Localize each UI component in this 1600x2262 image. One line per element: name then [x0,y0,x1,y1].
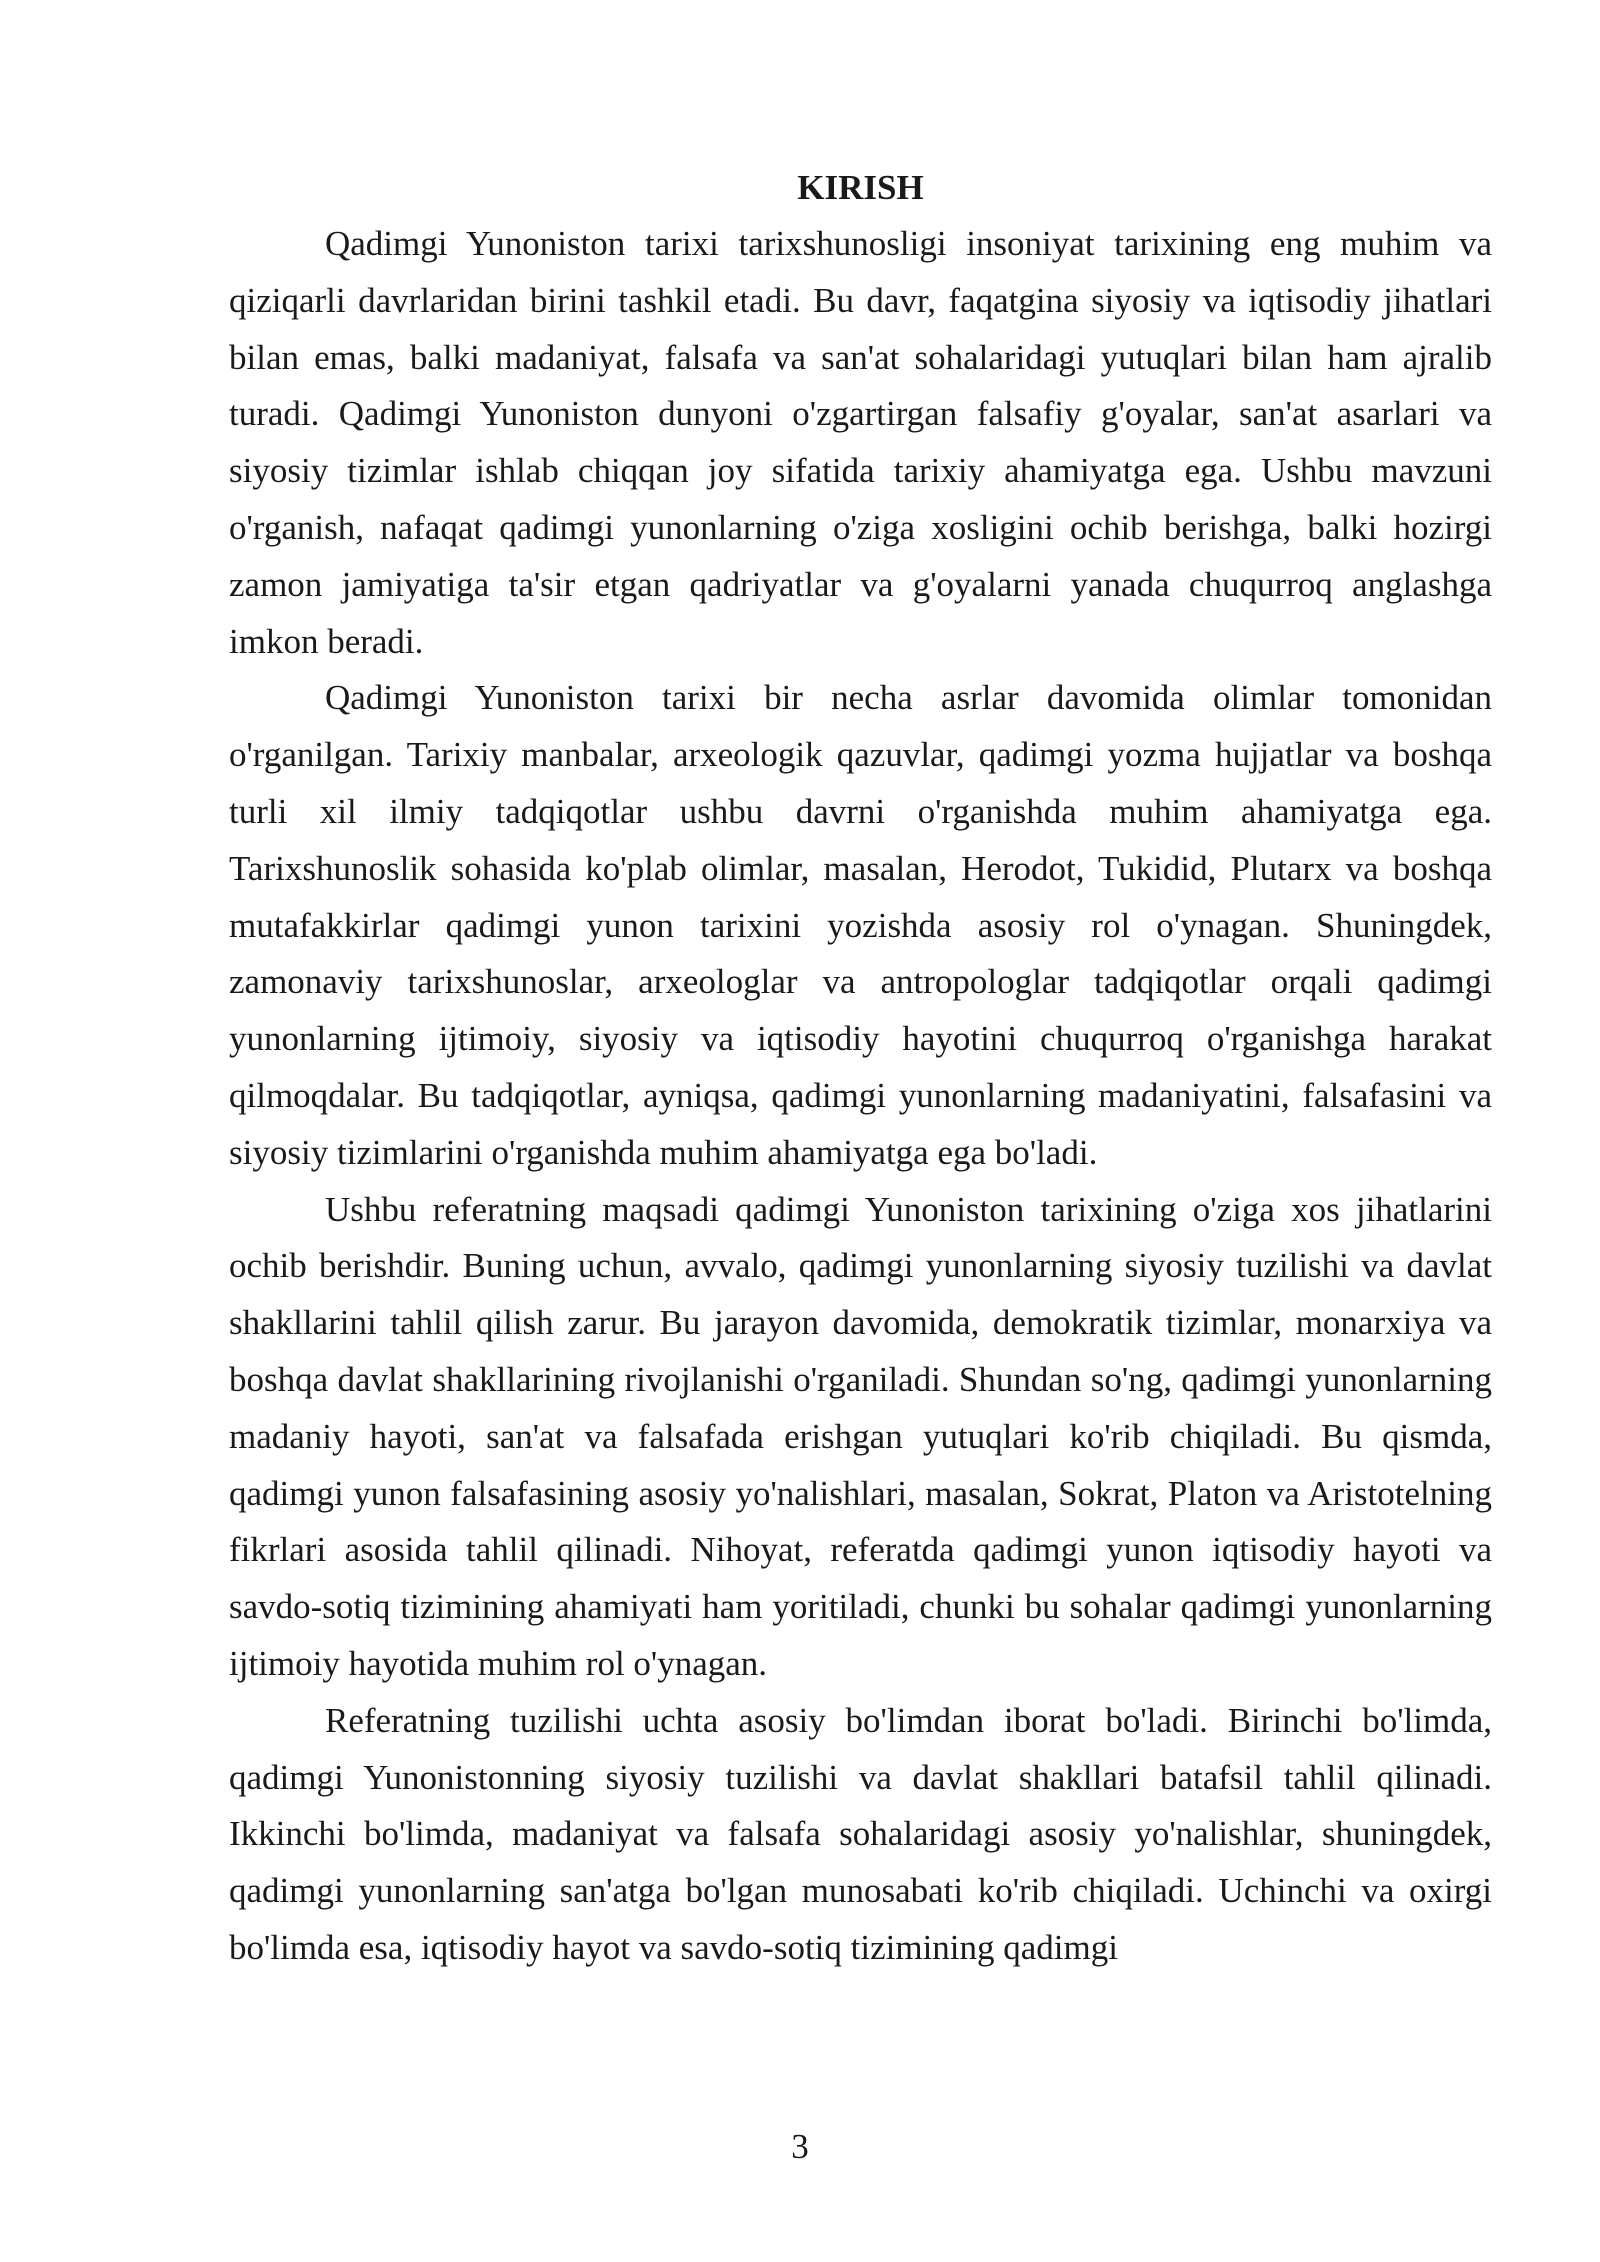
paragraph-1: Qadimgi Yunoniston tarixi tarixshunosligi insoniyat tarixining eng muhim va qiziqarli davrlaridan birini tashkil etadi. Bu davr, faqatgina siyosiy va iqtisodiy jihatlari bilan emas, balki madaniyat, falsafa va san'at sohalaridagi yutuqlari bilan ham ajralib turadi. Qadimgi Yunoniston dunyoni o'zgartirgan falsafiy g'oyalar, san'at asarlari va siyosiy tizimlar ishlab chiqqan joy sifatida tarixiy ahamiyatga ega. Ushbu mavzuni o'rganish, nafaqat qadimgi yunonlarning o'ziga xosligini ochib berishga, balki hozirgi zamon jamiyatiga ta'sir etgan qadriyatlar va g'oyalarni yanada chuqurroq anglashga imkon beradi. [229,224,1492,661]
page-number: 3 [791,2127,809,2166]
page-content [229,160,1492,1977]
page-title: KIRISH [797,168,924,207]
paragraph-2: Qadimgi Yunoniston tarixi bir necha asrlar davomida olimlar tomonidan o'rganilgan. Tarixiy manbalar, arxeologik qazuvlar, qadimgi yozma hujjatlar va boshqa turli xil ilmiy tadqiqotlar ushbu davrni o'rganishda muhim ahamiyatga ega. Tarixshunoslik sohasida ko'plab olimlar, masalan, Herodot, Tukidid, Plutarx va boshqa mutafakkirlar qadimgi yunon tarixini yozishda asosiy rol o'ynagan. Shuningdek, zamonaviy tarixshunoslar, arxeologlar va antropologlar tadqiqotlar orqali qadimgi yunonlarning ijtimoiy, siyosiy va iqtisodiy hayotini chuqurroq o'rganishga harakat qilmoqdalar. Bu tadqiqotlar, ayniqsa, qadimgi yunonlarning madaniyatini, falsafasini va siyosiy tizimlarini o'rganishda muhim ahamiyatga ega bo'ladi. [229,678,1492,1172]
paragraph-3: Ushbu referatning maqsadi qadimgi Yunoniston tarixining o'ziga xos jihatlarini ochib berishdir. Buning uchun, avvalo, qadimgi yunonlarning siyosiy tuzilishi va davlat shakllarini tahlil qilish zarur. Bu jarayon davomida, demokratik tizimlar, monarxiya va boshqa davlat shakllarining rivojlanishi o'rganiladi. Shundan so'ng, qadimgi yunonlarning madaniy hayoti, san'at va falsafada erishgan yutuqlari ko'rib chiqiladi. Bu qismda, qadimgi yunon falsafasining asosiy yo'nalishlari, masalan, Sokrat, Platon va Aristotelning fikrlari asosida tahlil qilinadi. Nihoyat, referatda qadimgi yunon iqtisodiy hayoti va savdo-sotiq tizimining ahamiyati ham yoritiladi, chunki bu sohalar qadimgi yunonlarning ijtimoiy hayotida muhim rol o'ynagan. [229,1189,1492,1683]
paragraph-4: Referatning tuzilishi uchta asosiy bo'limdan iborat bo'ladi. Birinchi bo'limda, qadimgi Yunonistonning siyosiy tuzilishi va davlat shakllari batafsil tahlil qilinadi. Ikkinchi bo'limda, madaniyat va falsafa sohalaridagi asosiy yo'nalishlar, shuningdek, qadimgi yunonlarning san'atga bo'lgan munosabati ko'rib chiqiladi. Uchinchi va oxirgi bo'limda esa, iqtisodiy hayot va savdo-sotiq tizimining qadimgi [229,1700,1492,1967]
